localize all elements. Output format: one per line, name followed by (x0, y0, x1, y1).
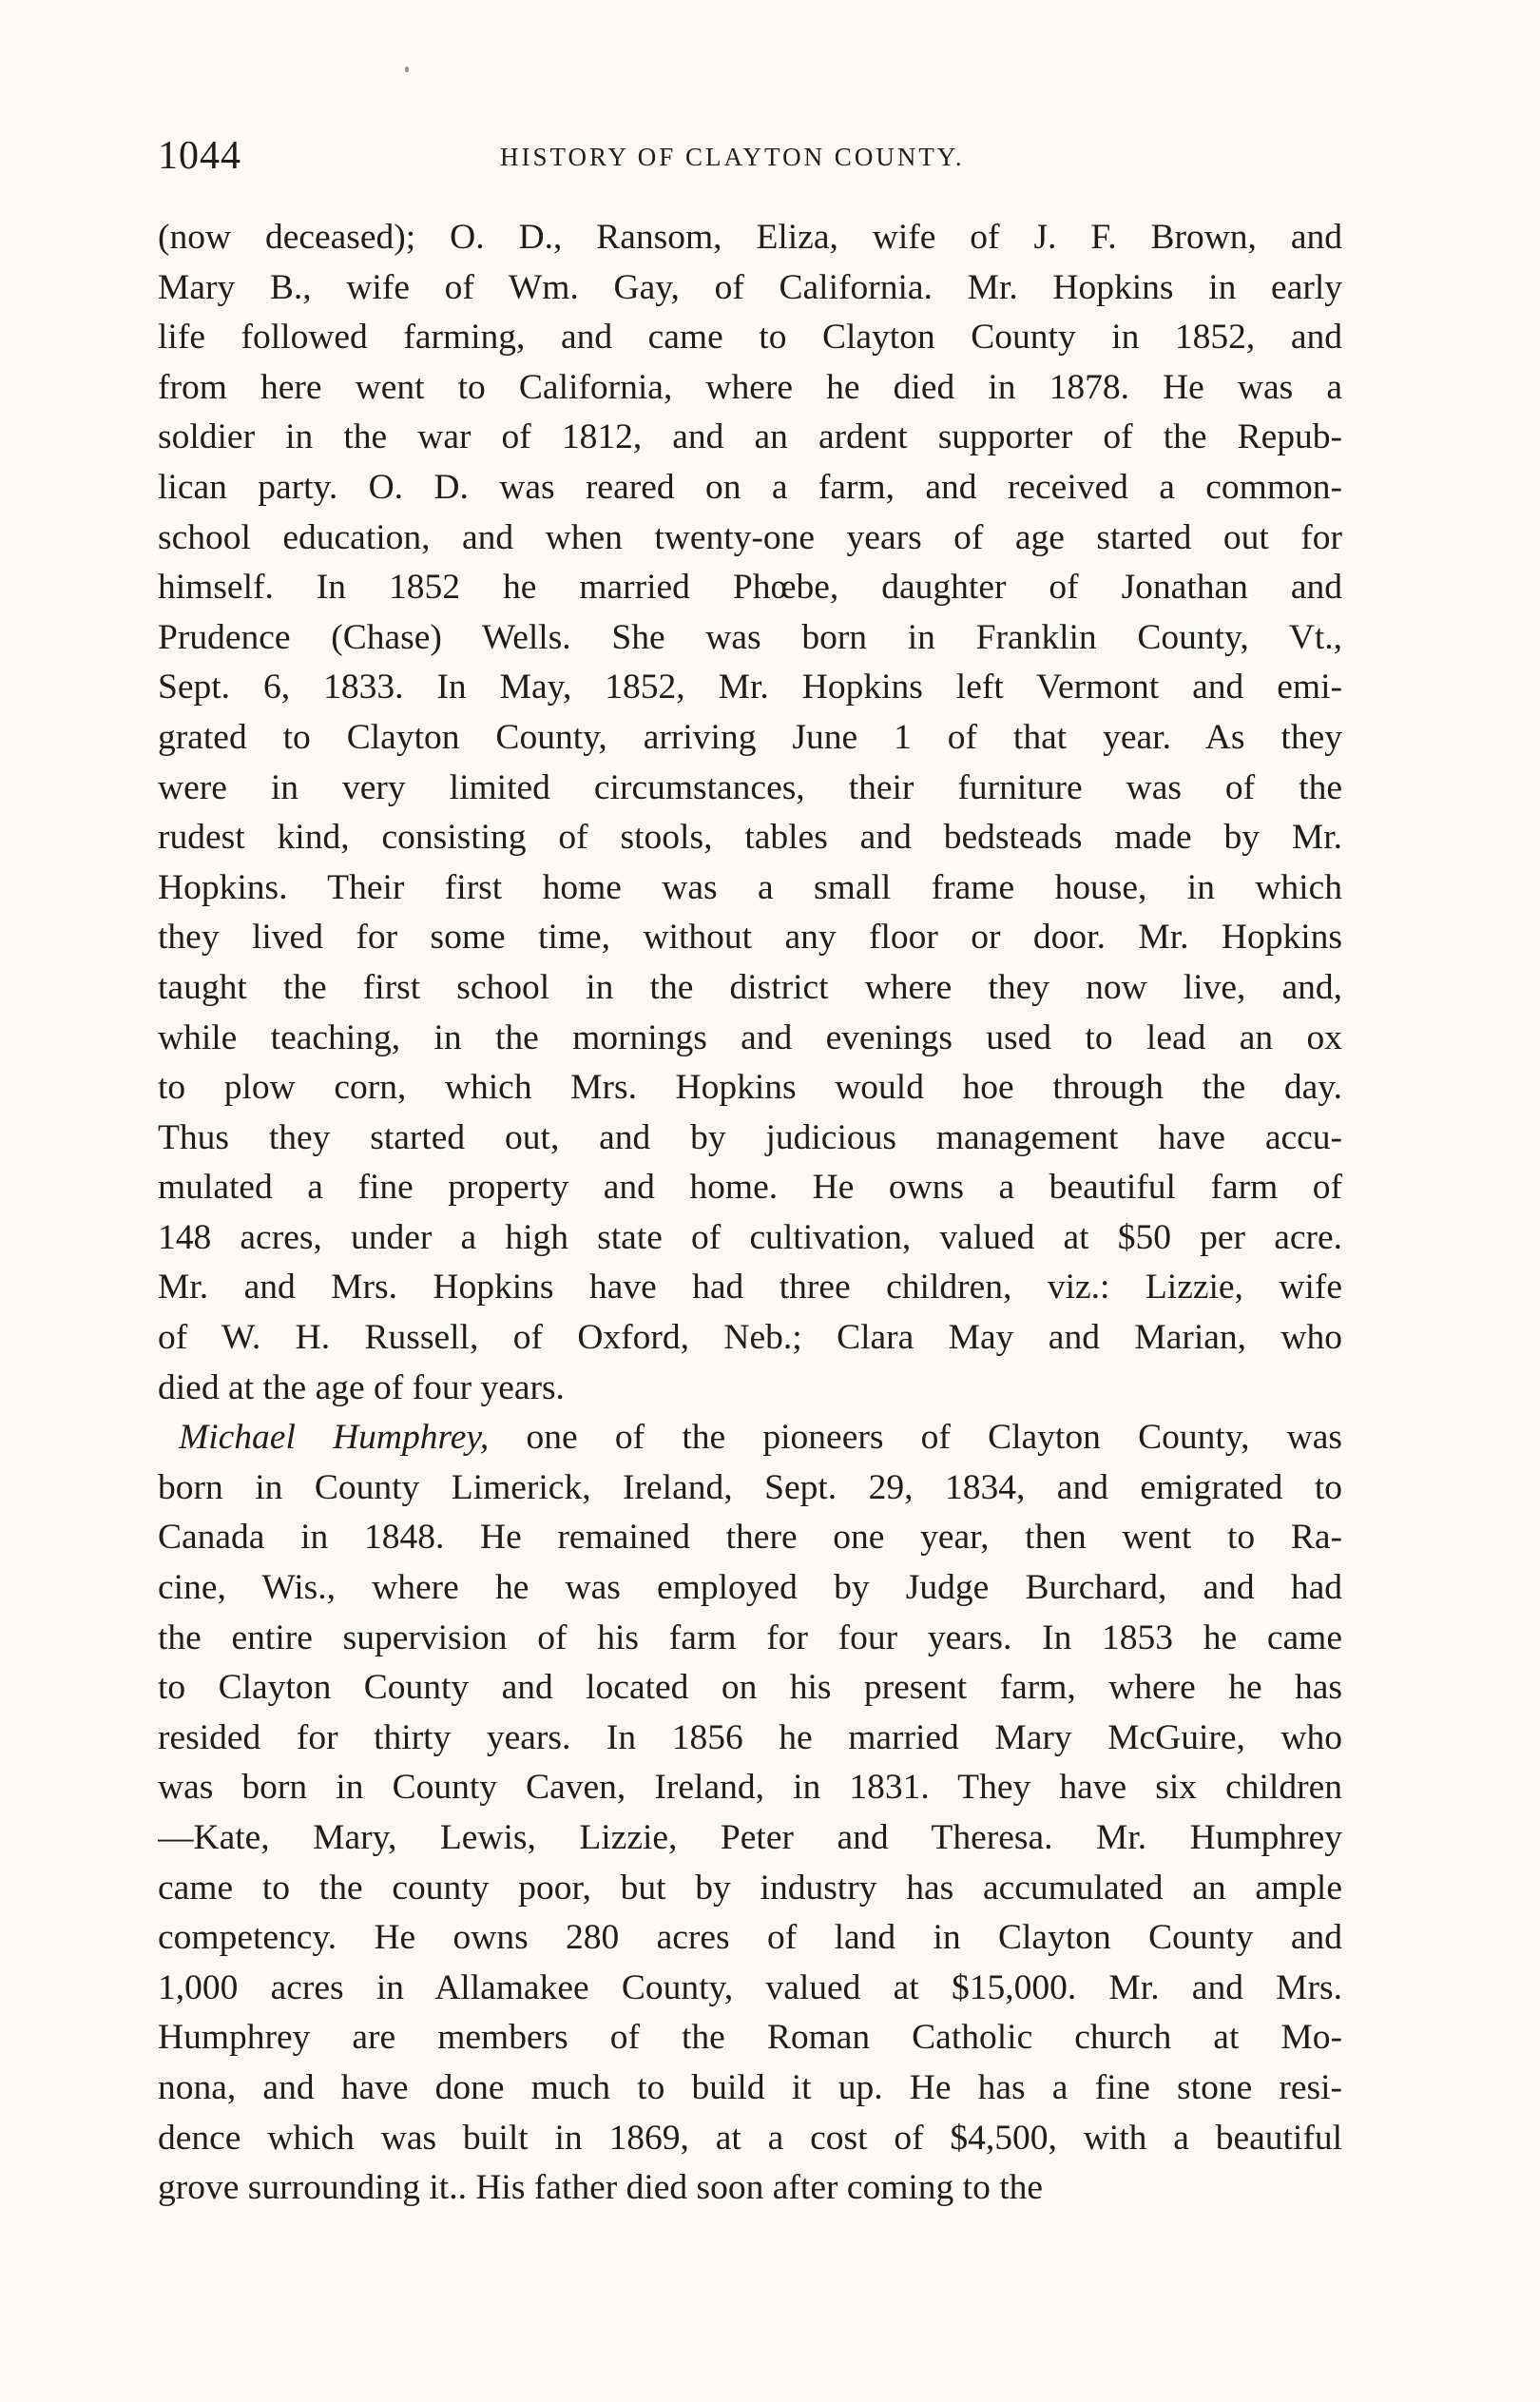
text-line: competency. He owns 280 acres of land in Clayton County and (158, 1918, 1342, 1958)
text-line: (now deceased); O. D., Ransom, Eliza, wife of J. F. Brown, and (158, 218, 1342, 257)
text-line: himself. In 1852 he married Phœbe, daughter of Jonathan and (158, 568, 1342, 608)
text-line: was born in County Caven, Ireland, in 1831. They have six children (158, 1768, 1342, 1808)
text-line: died at the age of four years. (158, 1367, 565, 1407)
print-speck (405, 67, 409, 72)
person-name: Michael Humphrey, (179, 1418, 490, 1458)
text-line: grove surrounding it.. His father died soon after coming to the (158, 2168, 1044, 2208)
text-line: grated to Clayton County, arriving June 1 of that year. As they (158, 717, 1342, 757)
text-line: dence which was built in 1869, at a cost of $4,500, with a beautiful (158, 2118, 1342, 2158)
text-line: they lived for some time, without any floor or door. Mr. Hopkins (158, 918, 1342, 958)
text-line: 1,000 acres in Allamakee County, valued at $15,000. Mr. and Mrs. (158, 1967, 1342, 2007)
text-line: cine, Wis., where he was employed by Judge Burchard, and had (158, 1568, 1342, 1608)
text-line: 148 acres, under a high state of cultivation, valued at $50 per acre. (158, 1217, 1342, 1257)
text-line: Mary B., wife of Wm. Gay, of California. Mr. Hopkins in early (158, 267, 1342, 307)
text-line: to plow corn, which Mrs. Hopkins would hoe through the day. (158, 1068, 1342, 1108)
text-line: school education, and when twenty-one years of age started out for (158, 517, 1342, 557)
text-line: Prudence (Chase) Wells. She was born in Franklin County, Vt., (158, 617, 1342, 657)
text-line: Humphrey are members of the Roman Catholic church at Mo- (158, 2018, 1342, 2058)
text-line: rudest kind, consisting of stools, tables and bedsteads made by Mr. (158, 818, 1342, 858)
text-line: Canada in 1848. He remained there one year, then went to Ra- (158, 1518, 1342, 1558)
text-fragment: one of the pioneers of Clayton County, was (489, 1418, 1342, 1458)
text-line: nona, and have done much to build it up. He has a fine stone resi- (158, 2067, 1342, 2107)
running-head: HISTORY OF CLAYTON COUNTY. (500, 143, 965, 171)
page-header (158, 133, 1342, 181)
text-line: —Kate, Mary, Lewis, Lizzie, Peter and Theresa. Mr. Humphrey (158, 1818, 1342, 1857)
text-line: while teaching, in the mornings and evenings used to lead an ox (158, 1017, 1342, 1057)
text-line: Sept. 6, 1833. In May, 1852, Mr. Hopkins left Vermont and emi- (158, 668, 1342, 707)
text-line: Mr. and Mrs. Hopkins have had three children, viz.: Lizzie, wife (158, 1268, 1342, 1308)
text-line (158, 1413, 1342, 1463)
text-line: resided for thirty years. In 1856 he married Mary McGuire, who (158, 1717, 1342, 1757)
text-line: taught the first school in the district where they now live, and, (158, 967, 1342, 1007)
text-line: the entire supervision of his farm for four years. In 1853 he came (158, 1617, 1342, 1657)
text-line: from here went to California, where he died in 1878. He was a (158, 367, 1342, 407)
body-text (158, 213, 1342, 2214)
text-line: lican party. O. D. was reared on a farm, and received a common- (158, 467, 1342, 507)
paragraph-hopkins (158, 213, 1342, 1413)
text-line: Hopkins. Their first home was a small frame house, in which (158, 867, 1342, 907)
text-line: born in County Limerick, Ireland, Sept. 29, 1834, and emigrated to (158, 1467, 1342, 1507)
page-number: 1044 (158, 134, 241, 178)
text-line: were in very limited circumstances, their furniture was of the (158, 767, 1342, 807)
text-line: to Clayton County and located on his present farm, where he has (158, 1668, 1342, 1708)
paragraph-humphrey (158, 1413, 1342, 2214)
text-line: Thus they started out, and by judicious management have accu- (158, 1117, 1342, 1157)
text-line: came to the county poor, but by industry has accumulated an ample (158, 1868, 1342, 1908)
text-line: soldier in the war of 1812, and an ardent supporter of the Repub- (158, 417, 1342, 457)
text-line: of W. H. Russell, of Oxford, Neb.; Clara May and Marian, who (158, 1318, 1342, 1358)
text-line: mulated a fine property and home. He owns a beautiful farm of (158, 1168, 1342, 1208)
text-line: life followed farming, and came to Clayton County in 1852, and (158, 318, 1342, 358)
